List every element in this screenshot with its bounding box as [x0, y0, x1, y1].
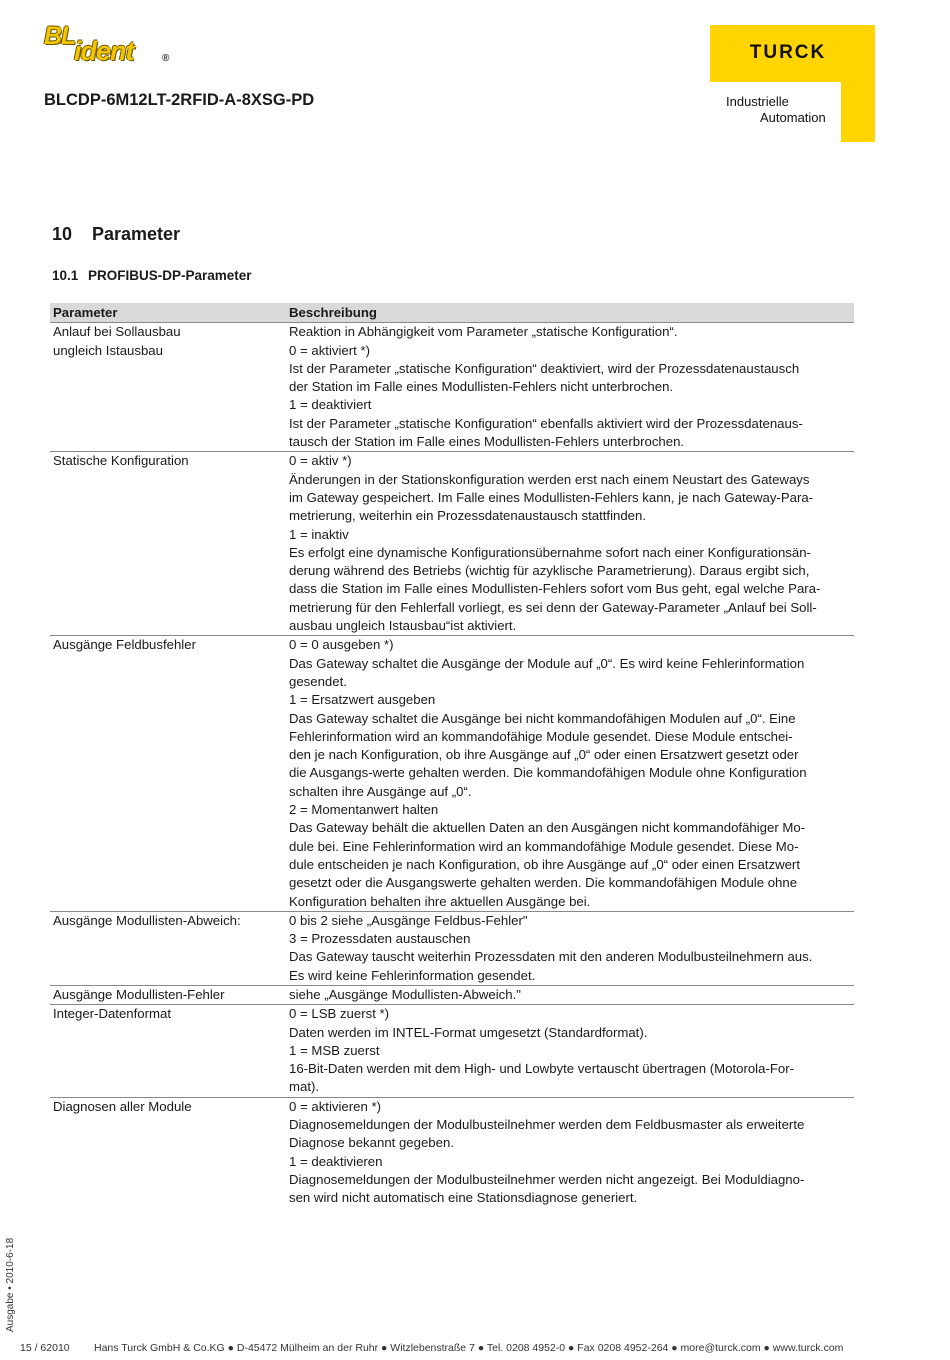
description-line: 0 bis 2 siehe „Ausgänge Feldbus-Fehler" [289, 912, 528, 928]
logo-ident-text: ident [74, 36, 134, 66]
document-title: BLCDP-6M12LT-2RFID-A-8XSG-PD [44, 91, 315, 109]
description-line: 0 = aktiv *) [289, 453, 352, 469]
description-line: dass die Station im Falle eines Modullisten-Fehlers sofort vom Bus geht, egal welche Para- [289, 581, 821, 597]
brand-tagline-1: Industrielle [726, 94, 789, 109]
description-line: 1 = Ersatzwert ausgeben [289, 692, 436, 708]
description-line: 1 = inaktiv [289, 526, 349, 542]
page-number: 15 / 62010 [20, 1342, 70, 1354]
column-header-description: Beschreibung [286, 303, 854, 323]
parameter-description-cell [286, 911, 854, 985]
description-line: sen wird nicht automatisch eine Stationsdiagnose generiert. [289, 1190, 638, 1206]
description-line: Reaktion in Abhängigkeit vom Parameter „statische Konfiguration“. [289, 324, 678, 340]
description-line: Das Gateway schaltet die Ausgänge bei nicht kommandofähigen Modulen auf „0“. Eine [289, 710, 796, 726]
parameter-description-cell [286, 1005, 854, 1097]
description-line: Fehlerinformation wird an kommandofähige Module gesendet. Diese Module entschei- [289, 728, 793, 744]
description-line: schalten ihre Ausgänge auf „0“. [289, 783, 472, 799]
description-line: Konfiguration behalten ihre aktuellen Ausgänge bei. [289, 893, 591, 909]
description-line: metrierung, weiterhin ein Prozessdatenaustausch stattfinden. [289, 508, 646, 524]
page-footer [20, 1342, 860, 1354]
description-line: metrierung für den Fehlerfall vorliegt, es sei denn der Gateway-Parameter „Anlauf bei Soll- [289, 599, 817, 615]
description-line: 0 = LSB zuerst *) [289, 1006, 390, 1022]
parameter-name: ungleich Istausbau [53, 342, 163, 358]
table-row [50, 1005, 854, 1097]
subsection-title: PROFIBUS-DP-Parameter [88, 268, 252, 283]
parameter-name: Integer-Datenformat [53, 1006, 172, 1022]
parameter-name-cell [50, 636, 286, 911]
description-line: Diagnosemeldungen der Modulbusteilnehmer werden dem Feldbusmaster als erweiterte [289, 1117, 805, 1133]
description-line: Ist der Parameter „statische Konfiguration“ deaktiviert, wird der Prozessdatenaustausch [289, 360, 800, 376]
table-row [50, 452, 854, 636]
parameter-name: Diagnosen aller Module [53, 1098, 192, 1114]
parameter-description-cell [286, 1097, 854, 1207]
description-line: der Station im Falle eines Modullisten-Fehlers nicht unterbrochen. [289, 379, 674, 395]
description-line: gesendet. [289, 673, 347, 689]
description-line: derung während des Betriebs (wichtig für azyklische Parametrierung). Daraus ergibt sich, [289, 563, 810, 579]
description-line: den je nach Konfiguration, ob ihre Ausgänge auf „0“ oder einen Ersatzwert gesetzt oder [289, 747, 799, 763]
table-row [50, 985, 854, 1004]
parameter-description-cell [286, 985, 854, 1004]
description-line: Das Gateway tauscht weiterhin Prozessdaten mit den anderen Modulbusteilnehmern aus. [289, 949, 813, 965]
parameter-name-cell [50, 1097, 286, 1207]
description-line: 1 = deaktiviert [289, 397, 372, 413]
description-line: Das Gateway schaltet die Ausgänge der Module auf „0“. Es wird keine Fehlerinformation [289, 655, 805, 671]
section-number: 10 [52, 224, 73, 244]
parameter-name-cell [50, 911, 286, 985]
column-header-parameter: Parameter [50, 303, 286, 323]
description-line: 0 = 0 ausgeben *) [289, 637, 394, 653]
company-info: Hans Turck GmbH & Co.KG ● D-45472 Mülheim an der Ruhr ● Witzlebenstraße 7 ● Tel. 0208 4952-0 ● Fax 0208 4952-264 ● more@turck.com ● www.turck.com [94, 1342, 844, 1354]
parameter-name: Ausgänge Modullisten-Fehler [53, 986, 225, 1002]
description-line: die Ausgangs-werte gehalten werden. Die kommandofähigen Module ohne Konfiguration [289, 765, 807, 781]
turck-brand: TURCK [749, 42, 827, 63]
table-row [50, 911, 854, 985]
parameter-description-cell [286, 636, 854, 911]
table-row [50, 636, 854, 911]
parameter-name-cell [50, 1005, 286, 1097]
parameter-description-cell [286, 323, 854, 452]
parameter-name: Ausgänge Modullisten-Abweich: [53, 912, 241, 928]
description-line: im Gateway gespeichert. Im Falle eines Modullisten-Fehlers kann, je nach Gateway-Para- [289, 489, 814, 505]
parameter-name: Anlauf bei Sollausbau [53, 324, 181, 340]
brand-tagline-2: Automation [760, 110, 826, 125]
description-line: ausbau ungleich Istausbau“ist aktiviert. [289, 618, 517, 634]
description-line: 3 = Prozessdaten austauschen [289, 931, 471, 947]
table-body [50, 323, 854, 1208]
description-line: Das Gateway behält die aktuellen Daten an den Ausgängen nicht kommandofähiger Mo- [289, 820, 806, 836]
parameter-description-cell [286, 452, 854, 636]
description-line: 1 = deaktivieren [289, 1153, 383, 1169]
logo-bl-text: BL [44, 22, 76, 50]
description-line: 2 = Momentanwert halten [289, 802, 439, 818]
table-row [50, 323, 854, 452]
parameter-name: Statische Konfiguration [53, 453, 189, 469]
description-line: tausch der Station im Falle eines Modullisten-Fehlers unterbrochen. [289, 434, 685, 450]
description-line: siehe „Ausgänge Modullisten-Abweich." [289, 986, 521, 1002]
description-line: Es erfolgt eine dynamische Konfigurationsübernahme sofort nach einer Konfigurationsän- [289, 544, 811, 560]
subsection-number: 10.1 [52, 268, 79, 283]
description-line: gesetzt oder die Ausgangswerte gehalten werden. Die kommandofähigen Module ohne [289, 875, 798, 891]
description-line: Diagnose bekannt gegeben. [289, 1135, 454, 1151]
description-line: Diagnosemeldungen der Modulbusteilnehmer werden nicht angezeigt. Bei Moduldiagno- [289, 1171, 805, 1187]
description-line: 1 = MSB zuerst [289, 1042, 380, 1058]
description-line: dule entscheiden je nach Konfiguration, ob ihre Ausgänge auf „0“ oder einen Ersatzwert [289, 856, 800, 872]
description-line: mat). [289, 1079, 320, 1095]
subsection-heading [52, 268, 252, 283]
section-title: Parameter [92, 224, 181, 244]
description-line: Änderungen in der Stationskonfiguration werden erst nach einem Neustart des Gateways [289, 471, 810, 487]
description-line: dule bei. Eine Fehlerinformation wird an kommandofähige Module gesendet. Diese Mo- [289, 838, 799, 854]
table-row [50, 1097, 854, 1207]
table-header-row [50, 303, 854, 323]
section-heading [52, 224, 180, 245]
description-line: Ist der Parameter „statische Konfiguration“ ebenfalls aktiviert wird der Prozessdatenaus- [289, 415, 803, 431]
edition-date: Ausgabe • 2010-6-18 [5, 1237, 16, 1332]
registered-mark: ® [162, 53, 170, 64]
parameter-name: Ausgänge Feldbusfehler [53, 637, 196, 653]
turck-logo-bar [841, 82, 875, 142]
description-line: 16-Bit-Daten werden mit dem High- und Lowbyte vertauscht übertragen (Motorola-For- [289, 1061, 795, 1077]
parameter-name-cell [50, 323, 286, 452]
parameter-name-cell [50, 985, 286, 1004]
parameter-name-cell [50, 452, 286, 636]
parameter-table [50, 303, 854, 1208]
description-line: 0 = aktiviert *) [289, 342, 370, 358]
description-line: 0 = aktivieren *) [289, 1098, 381, 1114]
description-line: Es wird keine Fehlerinformation gesendet. [289, 967, 536, 983]
description-line: Daten werden im INTEL-Format umgesetzt (Standardformat). [289, 1024, 648, 1040]
